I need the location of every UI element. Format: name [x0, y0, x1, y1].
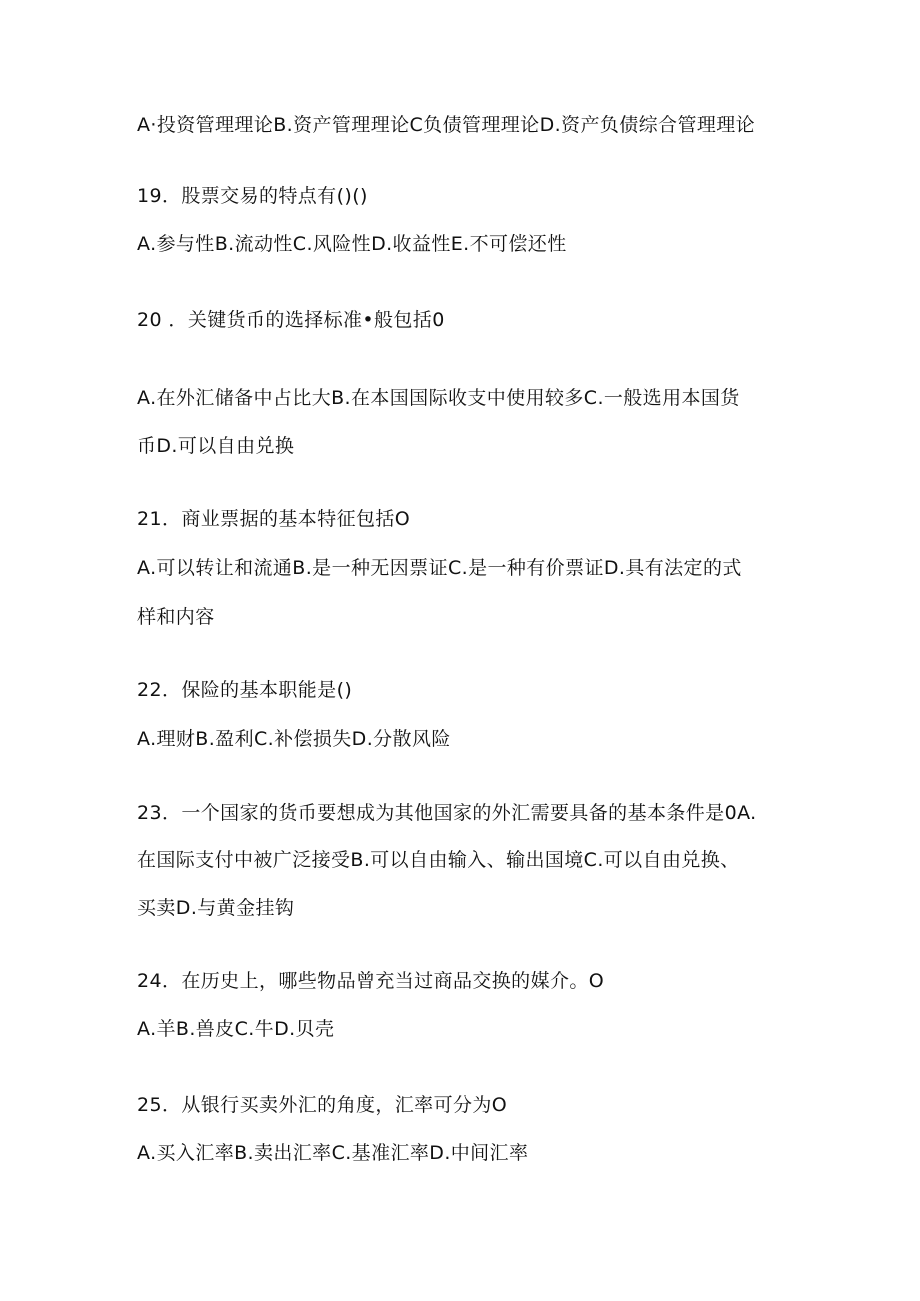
q18-options: A·投资管理理论B.资产管理理论C负债管理理论D.资产负债综合管理理论	[137, 114, 756, 136]
q25-options: A.买入汇率B.卖出汇率C.基准汇率D.中间汇率	[137, 1142, 529, 1164]
q21-options-line2: 样和内容	[137, 606, 215, 628]
q21-question: 21．商业票据的基本特征包括O	[137, 508, 411, 530]
q24-question: 24．在历史上，哪些物品曾充当过商品交换的媒介。O	[137, 970, 605, 992]
q23-question-line2: 在国际支付中被广泛接受B.可以自由输入、输出国境C.可以自由兑换、	[137, 849, 740, 871]
q20-options-line1: A.在外汇储备中占比大B.在本国国际收支中使用较多C.一般选用本国货	[137, 387, 740, 409]
q20-question: 20 ．关键货币的选择标准•般包括0	[137, 309, 445, 331]
q23-question-line1: 23．一个国家的货币要想成为其他国家的外汇需要具备的基本条件是0A.	[137, 802, 757, 824]
q21-options-line1: A.可以转让和流通B.是一种无因票证C.是一种有价票证D.具有法定的式	[137, 557, 742, 579]
q20-options-line2: 币D.可以自由兑换	[137, 435, 295, 457]
q22-options: A.理财B.盈利C.补偿损失D.分散风险	[137, 728, 451, 750]
q19-question: 19．股票交易的特点有()()	[137, 185, 368, 207]
q19-options: A.参与性B.流动性C.风险性D.收益性E.不可偿还性	[137, 233, 567, 255]
q22-question: 22．保险的基本职能是()	[137, 679, 353, 701]
q25-question: 25．从银行买卖外汇的角度，汇率可分为O	[137, 1094, 508, 1116]
q24-options: A.羊B.兽皮C.牛D.贝壳	[137, 1018, 335, 1040]
q23-question-line3: 买卖D.与黄金挂钩	[137, 897, 295, 919]
